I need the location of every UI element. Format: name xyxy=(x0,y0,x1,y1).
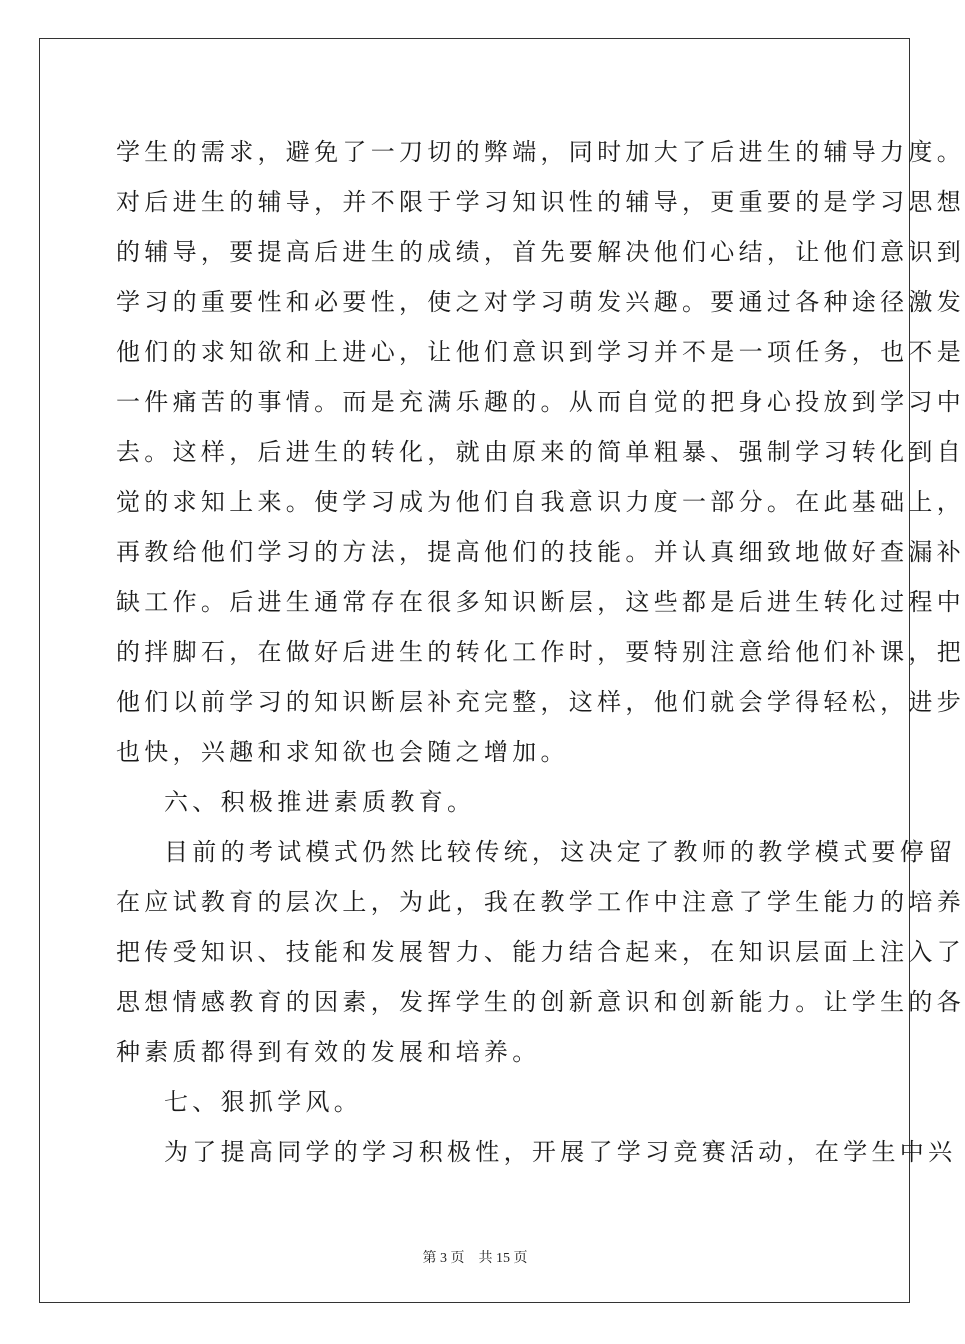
text-line: 他们以前学习的知识断层补充完整，这样，他们就会学得轻松，进步 xyxy=(116,688,965,716)
text-line: 对后进生的辅导，并不限于学习知识性的辅导，更重要的是学习思想 xyxy=(116,188,965,216)
paragraph-first-line: 为了提高同学的学习积极性，开展了学习竞赛活动，在学生中兴 xyxy=(164,1138,957,1166)
text-line: 的辅导，要提高后进生的成绩，首先要解决他们心结，让他们意识到 xyxy=(116,238,965,266)
section-heading: 七、狠抓学风。 xyxy=(164,1088,363,1116)
page-footer xyxy=(0,1247,950,1267)
page-number: 第 3 页 xyxy=(422,1251,465,1266)
text-line: 学生的需求，避免了一刀切的弊端，同时加大了后进生的辅导力度。 xyxy=(116,138,965,166)
text-line: 一件痛苦的事情。而是充满乐趣的。从而自觉的把身心投放到学习中 xyxy=(116,388,965,416)
text-line: 也快，兴趣和求知欲也会随之增加。 xyxy=(116,738,569,766)
text-line: 把传受知识、技能和发展智力、能力结合起来，在知识层面上注入了 xyxy=(116,938,965,966)
text-line: 缺工作。后进生通常存在很多知识断层，这些都是后进生转化过程中 xyxy=(116,588,965,616)
text-line: 思想情感教育的因素，发挥学生的创新意识和创新能力。让学生的各 xyxy=(116,988,965,1016)
text-line: 他们的求知欲和上进心，让他们意识到学习并不是一项任务，也不是 xyxy=(116,338,965,366)
text-line: 再教给他们学习的方法，提高他们的技能。并认真细致地做好查漏补 xyxy=(116,538,965,566)
document-body xyxy=(116,127,965,1177)
text-line: 的拌脚石，在做好后进生的转化工作时，要特别注意给他们补课，把 xyxy=(116,638,965,666)
text-line: 觉的求知上来。使学习成为他们自我意识力度一部分。在此基础上， xyxy=(116,488,965,516)
text-line: 去。这样，后进生的转化，就由原来的简单粗暴、强制学习转化到自 xyxy=(116,438,965,466)
paragraph-first-line: 目前的考试模式仍然比较传统，这决定了教师的教学模式要停留 xyxy=(164,838,957,866)
text-line: 学习的重要性和必要性，使之对学习萌发兴趣。要通过各种途径激发 xyxy=(116,288,965,316)
text-line: 种素质都得到有效的发展和培养。 xyxy=(116,1038,541,1066)
page-total: 共 15 页 xyxy=(478,1251,528,1266)
section-heading: 六、积极推进素质教育。 xyxy=(164,788,476,816)
text-line: 在应试教育的层次上，为此，我在教学工作中注意了学生能力的培养 xyxy=(116,888,965,916)
